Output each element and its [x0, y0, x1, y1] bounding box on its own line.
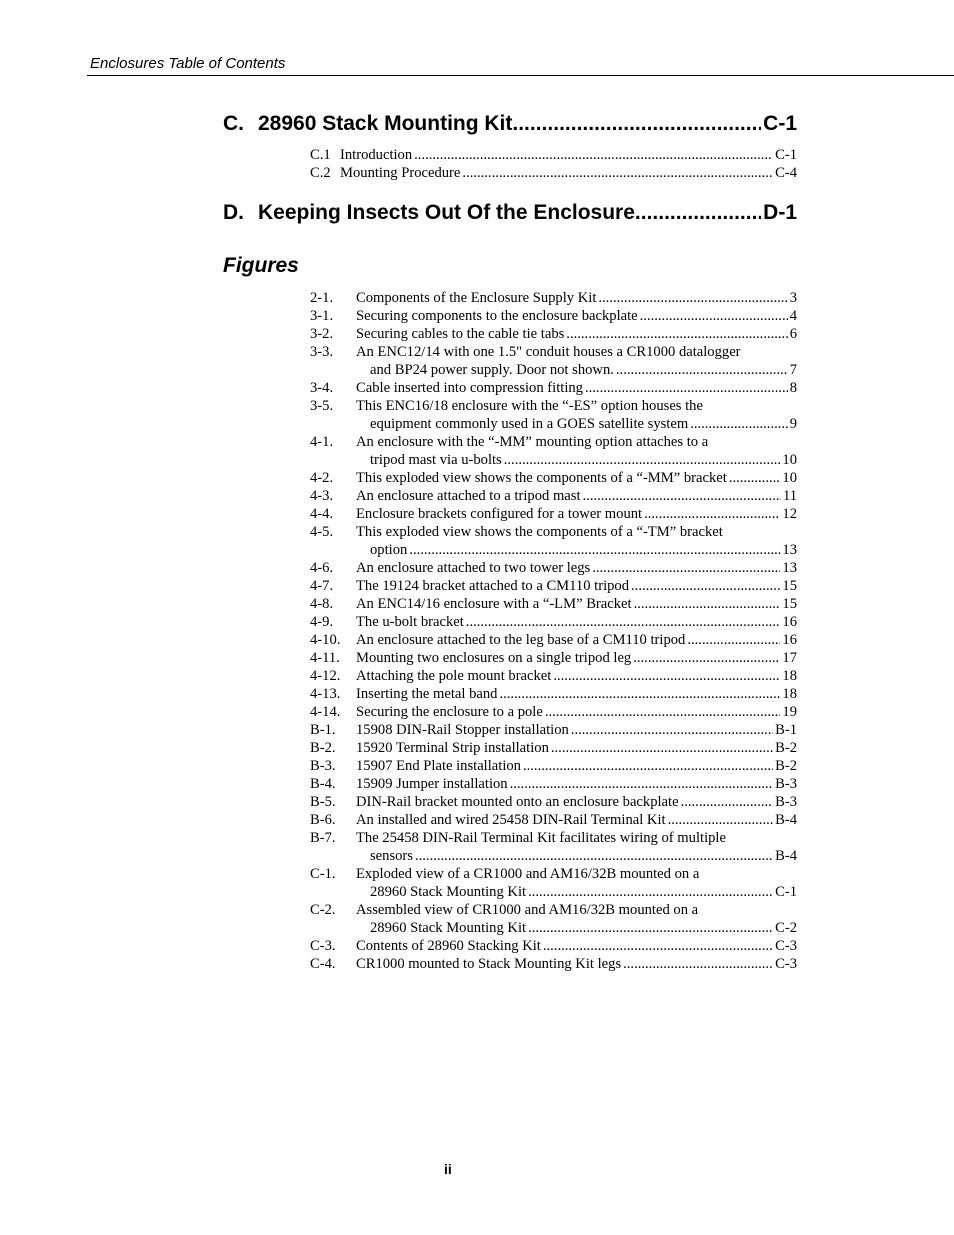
figure-entry-line	[310, 487, 797, 505]
figure-title: An enclosure attached to the leg base of a CM110 tripod	[356, 632, 686, 648]
figure-page: C-2	[775, 920, 797, 936]
figure-entry-line	[310, 397, 797, 415]
leader-dots	[583, 379, 788, 397]
figure-title: 15908 DIN-Rail Stopper installation	[356, 722, 569, 738]
figure-entry-line	[310, 829, 797, 847]
figure-title: CR1000 mounted to Stack Mounting Kit legs	[356, 956, 622, 972]
figure-entry[interactable]	[310, 289, 797, 307]
figure-title: option	[370, 542, 408, 558]
figure-entry-line	[310, 919, 797, 937]
section-c-subsections	[310, 146, 797, 182]
figure-entry-line	[310, 541, 797, 559]
toc-section-c[interactable]	[223, 112, 797, 136]
figure-number: C-4.	[310, 956, 336, 972]
figure-entry[interactable]	[310, 631, 797, 649]
figure-entry-line	[310, 703, 797, 721]
figure-entry-line	[310, 721, 797, 739]
figure-number: 4-2.	[310, 470, 334, 486]
leader-dots	[413, 847, 773, 865]
figure-entry-line	[310, 775, 797, 793]
section-page: D-1	[763, 201, 797, 224]
figure-entry-line	[310, 343, 797, 361]
leader-dots	[635, 201, 761, 225]
leader-dots	[569, 721, 773, 739]
leader-dots	[621, 955, 773, 973]
figure-entry-line	[310, 757, 797, 775]
figure-title: tripod mast via u-bolts	[370, 452, 502, 468]
figure-number: 2-1.	[310, 290, 334, 306]
figure-number: B-1.	[310, 722, 336, 738]
figure-page: B-4	[775, 848, 797, 864]
figure-number: 4-3.	[310, 488, 334, 504]
figure-entry-line	[310, 433, 797, 451]
subsection-number: C.1	[310, 147, 331, 163]
figure-entry-line	[310, 685, 797, 703]
leader-dots	[679, 793, 774, 811]
leader-dots	[632, 595, 781, 613]
leader-dots	[464, 613, 781, 631]
figure-entry-line	[310, 865, 797, 883]
section-title: Keeping Insects Out Of the Enclosure	[258, 201, 635, 224]
figure-number: 4-8.	[310, 596, 334, 612]
leader-dots	[614, 361, 788, 379]
figure-entry[interactable]	[310, 397, 797, 433]
figure-title: DIN-Rail bracket mounted onto an enclosure backplate	[356, 794, 679, 810]
leader-dots	[526, 883, 773, 901]
figure-title: This ENC16/18 enclosure with the “-ES” option houses the	[356, 398, 703, 414]
figure-entry[interactable]	[310, 559, 797, 577]
figure-entry[interactable]	[310, 667, 797, 685]
figure-entry[interactable]	[310, 613, 797, 631]
figure-page: 18	[782, 686, 797, 702]
figure-title: An enclosure with the “-MM” mounting option attaches to a	[356, 434, 709, 450]
figure-entry[interactable]	[310, 865, 797, 901]
leader-dots	[590, 559, 780, 577]
figure-entry-line	[310, 559, 797, 577]
figure-title: The 25458 DIN-Rail Terminal Kit facilitates wiring of multiple	[356, 830, 726, 846]
figure-title: Attaching the pole mount bracket	[356, 668, 552, 684]
figure-entry[interactable]	[310, 829, 797, 865]
leader-dots	[629, 577, 780, 595]
figure-entry[interactable]	[310, 523, 797, 559]
figure-page: 18	[782, 668, 797, 684]
figure-entry[interactable]	[310, 649, 797, 667]
figure-page: 13	[782, 542, 797, 558]
figure-entry[interactable]	[310, 379, 797, 397]
figure-title: Assembled view of CR1000 and AM16/32B mounted on a	[356, 902, 699, 918]
figure-number: 4-14.	[310, 704, 341, 720]
figure-page: B-2	[775, 740, 797, 756]
figure-entry[interactable]	[310, 775, 797, 793]
figure-number: C-3.	[310, 938, 336, 954]
figure-page: 17	[782, 650, 797, 666]
leader-dots	[508, 775, 774, 793]
figure-entry[interactable]	[310, 307, 797, 325]
leader-dots	[688, 415, 788, 433]
figure-number: B-6.	[310, 812, 336, 828]
toc-subsection-c2[interactable]	[310, 164, 797, 182]
figure-page: 16	[782, 632, 797, 648]
leader-dots	[521, 757, 773, 775]
figure-number: 4-11.	[310, 650, 340, 666]
figure-number: 4-4.	[310, 506, 334, 522]
figure-title: Securing components to the enclosure backplate	[356, 308, 638, 324]
figure-page: 7	[789, 362, 797, 378]
figure-entry[interactable]	[310, 721, 797, 739]
figure-page: 8	[789, 380, 797, 396]
figure-entry-line	[310, 325, 797, 343]
figure-title: Exploded view of a CR1000 and AM16/32B mounted on a	[356, 866, 700, 882]
figure-title: Components of the Enclosure Supply Kit	[356, 290, 597, 306]
subsection-page: C-1	[775, 147, 797, 163]
leader-dots	[526, 919, 773, 937]
figure-number: 4-7.	[310, 578, 334, 594]
leader-dots	[460, 164, 773, 182]
leader-dots	[642, 505, 780, 523]
figure-number: 4-5.	[310, 524, 334, 540]
figure-page: B-1	[775, 722, 797, 738]
figure-entry[interactable]	[310, 469, 797, 487]
figure-page: C-1	[775, 884, 797, 900]
figure-title: and BP24 power supply. Door not shown.	[370, 362, 614, 378]
figure-entry[interactable]	[310, 595, 797, 613]
figure-entry-line	[310, 811, 797, 829]
figure-entry-line	[310, 937, 797, 955]
figure-entry-line	[310, 847, 797, 865]
figure-number: 3-3.	[310, 344, 334, 360]
leader-dots	[502, 451, 781, 469]
leader-dots	[564, 325, 787, 343]
figure-number: 3-5.	[310, 398, 334, 414]
figure-entry[interactable]	[310, 793, 797, 811]
leader-dots	[541, 937, 773, 955]
figure-entry-line	[310, 469, 797, 487]
figure-entry-line	[310, 631, 797, 649]
figure-page: 3	[789, 290, 797, 306]
figure-entry-line	[310, 523, 797, 541]
figure-page: 19	[782, 704, 797, 720]
figure-number: 4-10.	[310, 632, 341, 648]
figure-entry-line	[310, 505, 797, 523]
figure-title: Securing the enclosure to a pole	[356, 704, 543, 720]
figure-entry-line	[310, 451, 797, 469]
figure-number: B-2.	[310, 740, 336, 756]
figure-entry-line	[310, 649, 797, 667]
figure-title: An installed and wired 25458 DIN-Rail Terminal Kit	[356, 812, 666, 828]
figure-title: Mounting two enclosures on a single tripod leg	[356, 650, 632, 666]
figure-entry-line	[310, 379, 797, 397]
figure-number: 3-2.	[310, 326, 334, 342]
figure-number: 3-1.	[310, 308, 334, 324]
figure-number: 4-1.	[310, 434, 334, 450]
figure-page: B-3	[775, 794, 797, 810]
figure-entry[interactable]	[310, 901, 797, 937]
figure-title: Contents of 28960 Stacking Kit	[356, 938, 541, 954]
figure-number: B-7.	[310, 830, 336, 846]
subsection-title: Mounting Procedure	[340, 165, 461, 181]
header-rule	[87, 75, 954, 76]
figure-title: 15920 Terminal Strip installation	[356, 740, 549, 756]
figure-entry[interactable]	[310, 703, 797, 721]
figure-entry[interactable]	[310, 739, 797, 757]
figure-number: B-4.	[310, 776, 336, 792]
figure-page: 15	[782, 596, 797, 612]
figure-number: C-2.	[310, 902, 336, 918]
figure-page: C-3	[775, 938, 797, 954]
figure-entry-line	[310, 577, 797, 595]
leader-dots	[631, 649, 780, 667]
figure-entry-line	[310, 739, 797, 757]
figure-title: equipment commonly used in a GOES satellite system	[370, 416, 689, 432]
figure-title: sensors	[370, 848, 413, 864]
figure-page: 10	[782, 452, 797, 468]
figure-entry-line	[310, 307, 797, 325]
section-letter: D.	[223, 201, 244, 224]
figure-number: 4-12.	[310, 668, 341, 684]
figure-title: 15909 Jumper installation	[356, 776, 508, 792]
leader-dots	[412, 146, 773, 164]
figure-title: An ENC12/14 with one 1.5" conduit houses a CR1000 datalogger	[356, 344, 741, 360]
subsection-page: C-4	[775, 165, 797, 181]
section-letter: C.	[223, 112, 244, 135]
figure-page: 15	[782, 578, 797, 594]
figure-entry[interactable]	[310, 685, 797, 703]
subsection-number: C.2	[310, 165, 331, 181]
section-title: 28960 Stack Mounting Kit	[258, 112, 513, 135]
figure-page: 12	[782, 506, 797, 522]
figure-entry-line	[310, 667, 797, 685]
figure-entry[interactable]	[310, 505, 797, 523]
figures-heading: Figures	[223, 254, 299, 277]
figure-title: The u-bolt bracket	[356, 614, 464, 630]
page-number: ii	[444, 1161, 452, 1177]
leader-dots	[638, 307, 788, 325]
section-page: C-1	[763, 112, 797, 135]
figure-title: An enclosure attached to two tower legs	[356, 560, 591, 576]
figure-entry[interactable]	[310, 955, 797, 973]
figure-number: 3-4.	[310, 380, 334, 396]
figure-entry-line	[310, 793, 797, 811]
figure-entry[interactable]	[310, 325, 797, 343]
leader-dots	[727, 469, 781, 487]
figure-page: 6	[789, 326, 797, 342]
figure-page: B-3	[775, 776, 797, 792]
figure-number: 4-13.	[310, 686, 341, 702]
figure-title: The 19124 bracket attached to a CM110 tripod	[356, 578, 630, 594]
figure-number: 4-9.	[310, 614, 334, 630]
figure-entry-line	[310, 361, 797, 379]
figure-number: B-5.	[310, 794, 336, 810]
toc-subsection-c1[interactable]	[310, 146, 797, 164]
figure-entry-line	[310, 415, 797, 433]
figure-entry[interactable]	[310, 937, 797, 955]
figure-entry-line	[310, 613, 797, 631]
figure-entry[interactable]	[310, 811, 797, 829]
figure-number: C-1.	[310, 866, 336, 882]
leader-dots	[551, 667, 780, 685]
figure-number: 4-6.	[310, 560, 334, 576]
figure-page: B-4	[775, 812, 797, 828]
figure-title: An enclosure attached to a tripod mast	[356, 488, 581, 504]
leader-dots	[549, 739, 773, 757]
figure-page: C-3	[775, 956, 797, 972]
figure-entry-line	[310, 289, 797, 307]
figure-entry[interactable]	[310, 577, 797, 595]
figure-title: This exploded view shows the components of a “-MM” bracket	[356, 470, 727, 486]
figure-page: 4	[789, 308, 797, 324]
figure-page: 9	[789, 416, 797, 432]
figure-entry[interactable]	[310, 757, 797, 775]
figure-page: 10	[782, 470, 797, 486]
figure-list	[310, 289, 797, 973]
figure-title: An ENC14/16 enclosure with a “-LM” Bracket	[356, 596, 632, 612]
figure-entry-line	[310, 955, 797, 973]
figure-page: 11	[782, 488, 797, 504]
figure-title: 28960 Stack Mounting Kit	[370, 920, 527, 936]
figure-entry-line	[310, 595, 797, 613]
figure-entry[interactable]	[310, 433, 797, 469]
figure-title: Securing cables to the cable tie tabs	[356, 326, 565, 342]
leader-dots	[685, 631, 780, 649]
leader-dots	[407, 541, 780, 559]
figure-page: 13	[782, 560, 797, 576]
figure-title: 28960 Stack Mounting Kit	[370, 884, 527, 900]
figure-title: 15907 End Plate installation	[356, 758, 521, 774]
figure-entry[interactable]	[310, 343, 797, 379]
subsection-title: Introduction	[340, 147, 413, 163]
figure-entry-line	[310, 883, 797, 901]
figure-page: 16	[782, 614, 797, 630]
figure-title: Cable inserted into compression fitting	[356, 380, 583, 396]
figure-entry[interactable]	[310, 487, 797, 505]
leader-dots	[543, 703, 781, 721]
leader-dots	[596, 289, 787, 307]
leader-dots	[497, 685, 780, 703]
leader-dots	[512, 112, 761, 136]
running-header: Enclosures Table of Contents	[90, 55, 286, 72]
figure-title: Enclosure brackets configured for a tower mount	[356, 506, 643, 522]
leader-dots	[581, 487, 781, 505]
figure-title: Inserting the metal band	[356, 686, 498, 702]
leader-dots	[666, 811, 774, 829]
toc-section-d[interactable]	[223, 201, 797, 225]
figure-page: B-2	[775, 758, 797, 774]
figure-number: B-3.	[310, 758, 336, 774]
figure-entry-line	[310, 901, 797, 919]
figure-title: This exploded view shows the components of a “-TM” bracket	[356, 524, 723, 540]
